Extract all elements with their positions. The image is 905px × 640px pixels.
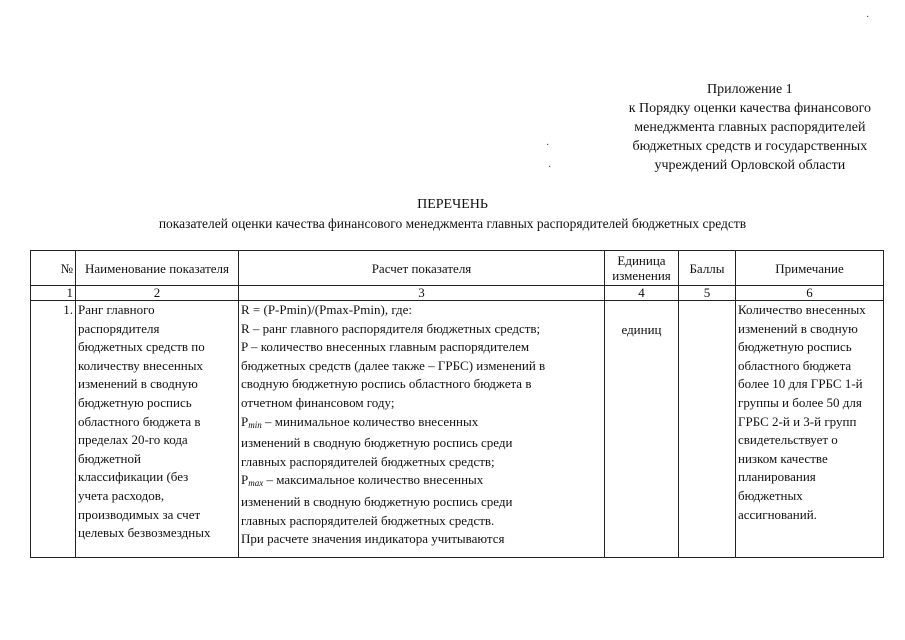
note-line: низком качестве (738, 450, 828, 466)
calc-line (241, 471, 602, 493)
header-name: Наименование показателя (76, 251, 239, 286)
note-line: областного бюджета (738, 357, 852, 373)
indicator-name-line: распорядителя (78, 320, 160, 336)
score-cell (679, 301, 736, 558)
table-header-row (31, 251, 884, 286)
column-number: 2 (76, 286, 239, 301)
appendix-line: бюджетных средств и государственных (632, 139, 868, 154)
unit-cell: единиц (605, 301, 679, 558)
calc-line: главных распорядителей бюджетных средств; (241, 453, 495, 469)
indicator-name-line: областного бюджета в (78, 413, 201, 429)
calc-line: сводную бюджетную роспись областного бюджета в (241, 376, 532, 392)
indicator-name-line: целевых безвозмездных (78, 525, 211, 541)
document-subtitle: показателей оценки качества финансового менеджмента главных распорядителей бюджетных средств (158, 216, 747, 231)
indicator-name-line: производимых за счет (78, 506, 201, 522)
indicator-name-line: пределах 20-го кода (78, 432, 188, 448)
column-number: 4 (605, 286, 679, 301)
calc-line: R – ранг главного распорядителя бюджетных средств; (241, 320, 541, 336)
appendix-line: учреждений Орловской области (654, 158, 846, 173)
appendix-line: Приложение 1 (707, 82, 793, 97)
header-note: Примечание (736, 251, 884, 286)
calc-line: главных распорядителей бюджетных средств. (241, 512, 495, 528)
indicators-table (30, 250, 884, 558)
calc-line: бюджетных средств (далее также – ГРБС) изменений в (241, 357, 546, 373)
calc-line: изменений в сводную бюджетную роспись среди (241, 493, 513, 509)
column-number: 3 (239, 286, 605, 301)
indicator-name-line: учета расходов, (78, 487, 165, 503)
scan-speck: · (548, 162, 552, 173)
pmax-subscript: max (248, 478, 264, 489)
pmin-definition: – минимальное количество внесенных (261, 413, 479, 429)
pmax-symbol: P (241, 472, 249, 488)
calculation-cell (239, 301, 605, 558)
indicator-name-line: количеству внесенных (78, 357, 203, 373)
note-line: группы и более 50 для (738, 394, 862, 410)
calc-line: R = (P-Pmin)/(Pmax-Pmin), где: (241, 302, 413, 317)
column-number: 1 (31, 286, 76, 301)
calc-line: изменений в сводную бюджетную роспись среди (241, 435, 513, 451)
indicator-name-line: классификации (без (78, 469, 189, 485)
appendix-block (629, 80, 871, 175)
indicator-name-line: Ранг главного (78, 302, 155, 317)
pmin-subscript: min (248, 419, 262, 430)
note-line: ассигнований. (738, 506, 817, 522)
table-row (31, 301, 884, 558)
note-cell (736, 301, 884, 558)
indicator-name-line: бюджетных средств по (78, 339, 205, 355)
note-line: Количество внесенных (738, 302, 866, 317)
calc-line: P – количество внесенных главным распорядителем (241, 339, 530, 355)
indicator-name-cell (76, 301, 239, 558)
column-number: 5 (679, 286, 736, 301)
note-line: бюджетных (738, 487, 803, 503)
pmax-definition: – максимальное количество внесенных (263, 472, 484, 488)
note-line: более 10 для ГРБС 1-й (738, 376, 863, 392)
calc-line: При расчете значения индикатора учитываются (241, 531, 505, 547)
pmin-symbol: P (241, 413, 249, 429)
note-line: свидетельствует о (738, 432, 838, 448)
header-no: № (31, 251, 76, 286)
note-line: ГРБС 2-й и 3-й групп (738, 413, 857, 429)
indicator-name-line: изменений в сводную (78, 376, 198, 392)
scan-speck: · (866, 12, 870, 23)
note-line: изменений в сводную (738, 320, 858, 336)
header-unit: Единица изменения (605, 251, 679, 286)
note-line: бюджетную роспись (738, 339, 852, 355)
calc-line (241, 413, 602, 435)
calc-line: отчетном финансовом году; (241, 394, 395, 410)
appendix-line: к Порядку оценки качества финансового (628, 101, 871, 116)
indicator-name-line: бюджетной (78, 450, 141, 466)
column-number: 6 (736, 286, 884, 301)
row-number: 1. (31, 301, 76, 558)
document-title: ПЕРЕЧЕНЬ (417, 197, 488, 212)
header-calc: Расчет показателя (239, 251, 605, 286)
indicator-name-line: бюджетную роспись (78, 394, 192, 410)
column-number-row (31, 286, 884, 301)
scan-speck: · (546, 140, 550, 151)
header-score: Баллы (679, 251, 736, 286)
note-line: планирования (738, 469, 816, 485)
appendix-line: менеджмента главных распорядителей (634, 120, 866, 135)
